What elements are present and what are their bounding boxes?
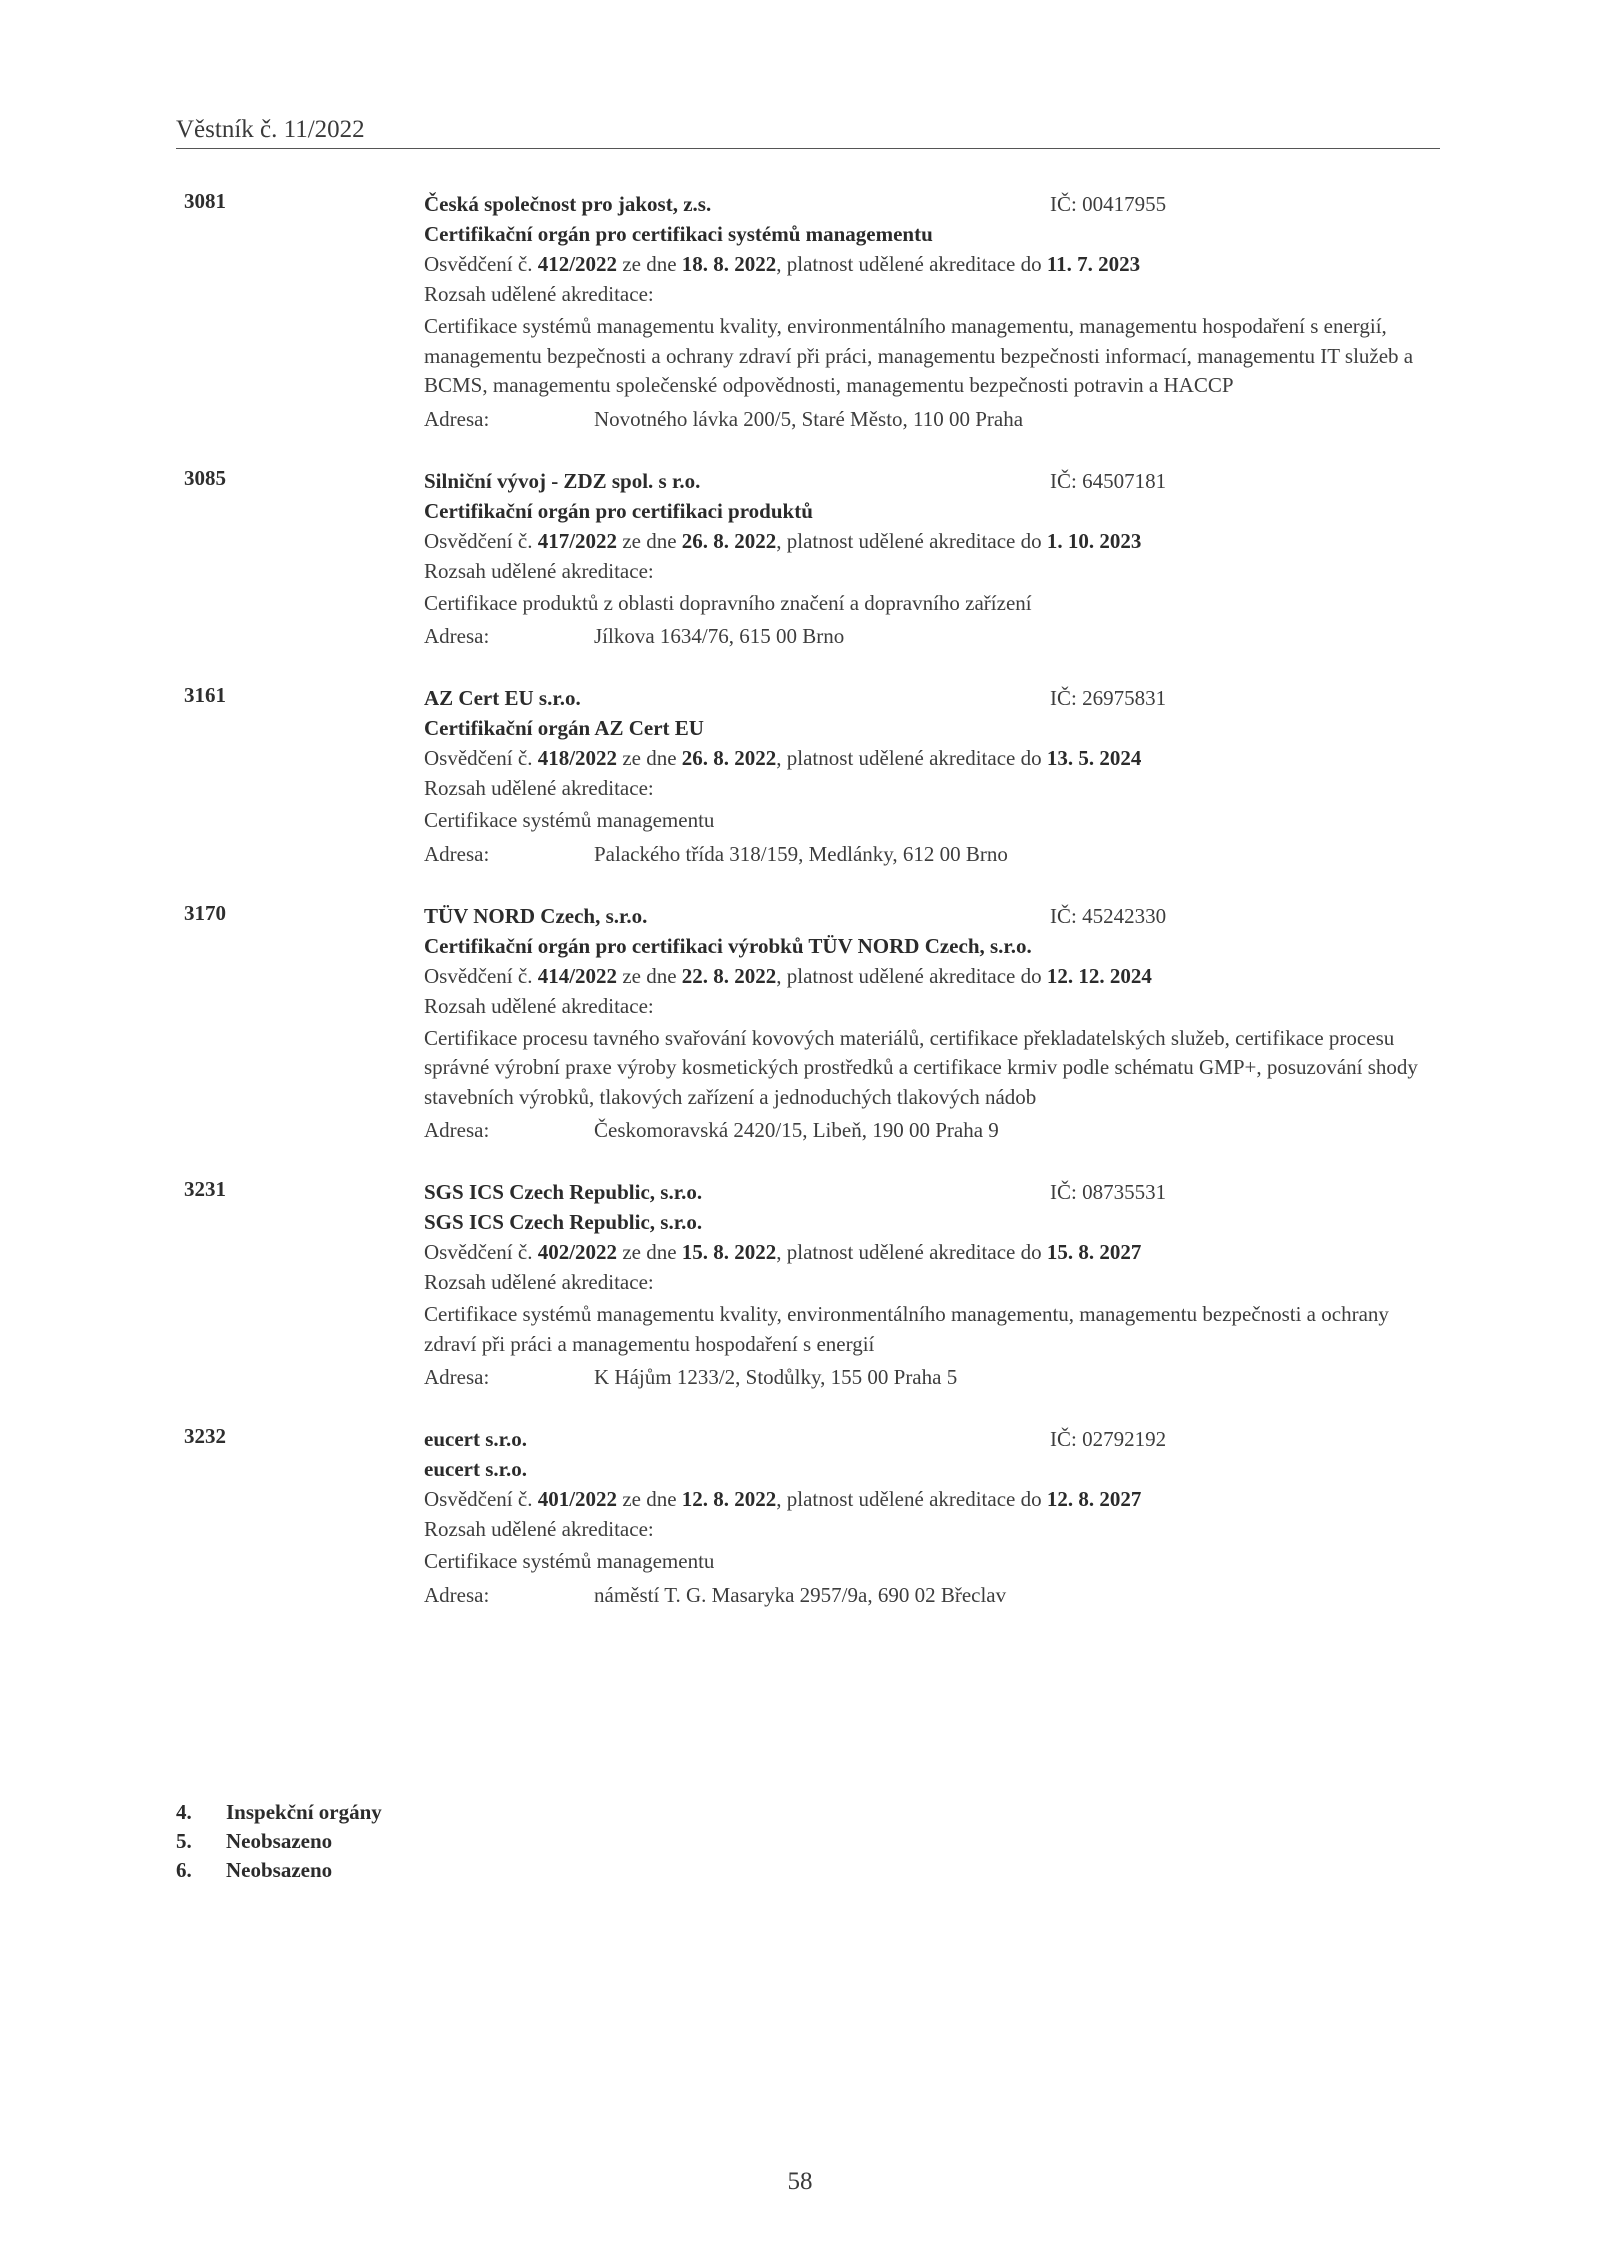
entry-3081 [176, 189, 1440, 434]
address-label: Adresa: [424, 1365, 490, 1389]
entry-body [424, 1424, 1434, 1610]
section-title: Inspekční orgány [226, 1800, 382, 1824]
entry-organ: SGS ICS Czech Republic, s.r.o. [424, 1210, 703, 1234]
entry-number: 3231 [184, 1177, 226, 1201]
address-label: Adresa: [424, 406, 490, 431]
entry-name: AZ Cert EU s.r.o. [424, 686, 581, 710]
entry-name: Silniční vývoj - ZDZ spol. s r.o. [424, 468, 701, 493]
entry-certificate: Osvědčení č. 412/2022 ze dne 18. 8. 2022, platnost udělené akreditace do 11. 7. 2023 [424, 252, 1141, 276]
entry-body [424, 683, 1434, 869]
entry-address-row [424, 621, 1434, 651]
entry-3085 [176, 466, 1440, 652]
entry-address: Palackého třída 318/159, Medlánky, 612 00 Brno [594, 841, 1008, 866]
section-number: 4. [176, 1800, 192, 1824]
entry-address: Novotného lávka 200/5, Staré Město, 110 00 Praha [594, 406, 1024, 431]
entry-name-row [424, 1177, 1434, 1207]
section-item [176, 1856, 382, 1885]
entry-scope-label: Rozsah udělené akreditace: [424, 1517, 654, 1541]
entry-address: náměstí T. G. Masaryka 2957/9a, 690 02 Břeclav [594, 1582, 1007, 1607]
section-item [176, 1798, 382, 1827]
entry-name-row [424, 466, 1434, 496]
entry-certificate: Osvědčení č. 401/2022 ze dne 12. 8. 2022, platnost udělené akreditace do 12. 8. 2027 [424, 1487, 1142, 1511]
entry-name-row [424, 1424, 1434, 1454]
entry-address-row [424, 404, 1434, 434]
entry-address: Českomoravská 2420/15, Libeň, 190 00 Praha 9 [594, 1118, 999, 1142]
entry-number: 3170 [184, 900, 226, 925]
section-number: 5. [176, 1829, 192, 1853]
entry-certificate: Osvědčení č. 414/2022 ze dne 22. 8. 2022, platnost udělené akreditace do 12. 12. 2024 [424, 963, 1152, 988]
entry-name: eucert s.r.o. [424, 1427, 528, 1451]
entry-body [424, 901, 1434, 1146]
entry-organ: Certifikační orgán pro certifikaci výrobků TÜV NORD Czech, s.r.o. [424, 933, 1032, 958]
entry-address-row [424, 1362, 1434, 1392]
accreditation-entries [176, 189, 1440, 1642]
address-label: Adresa: [424, 1582, 490, 1607]
entry-scope: Certifikace systémů managementu kvality, environmentálního managementu, managementu bezpečnosti a ochrany zdraví při práci a managementu hospodaření s energií [424, 1302, 1389, 1356]
entry-organ: Certifikační orgán pro certifikaci produktů [424, 498, 813, 523]
entry-number: 3161 [184, 683, 226, 707]
address-label: Adresa: [424, 841, 490, 866]
section-title: Neobsazeno [226, 1858, 333, 1882]
entry-name: SGS ICS Czech Republic, s.r.o. [424, 1180, 703, 1204]
entry-ico: IČ: 64507181 [1050, 468, 1167, 493]
entry-number: 3081 [184, 189, 226, 213]
entry-number: 3232 [184, 1424, 226, 1448]
entry-scope-label: Rozsah udělené akreditace: [424, 1270, 654, 1294]
entry-scope: Certifikace systémů managementu [424, 808, 715, 832]
entry-body [424, 1177, 1434, 1392]
entry-scope-label: Rozsah udělené akreditace: [424, 993, 654, 1018]
entry-name-row [424, 189, 1434, 219]
address-label: Adresa: [424, 1118, 490, 1142]
section-number: 6. [176, 1858, 192, 1882]
entry-organ: eucert s.r.o. [424, 1457, 528, 1481]
entry-scope-label: Rozsah udělené akreditace: [424, 282, 654, 306]
address-label: Adresa: [424, 624, 490, 648]
section-list [176, 1798, 382, 1885]
entry-address-row [424, 1580, 1434, 1610]
entry-ico: IČ: 00417955 [1050, 192, 1167, 216]
entry-number: 3085 [184, 465, 226, 490]
entry-3232 [176, 1424, 1440, 1610]
entry-scope: Certifikace procesu tavného svařování kovových materiálů, certifikace překladatelských služeb, certifikace procesu správné výrobní praxe výroby kosmetických prostředků a certifikace krmiv podle schématu GMP+, posuzování shody stavebních výrobků, tlakových zařízení a jednoduchých tlakových nádob [424, 1025, 1418, 1109]
entry-address-row [424, 839, 1434, 869]
entry-address: Jílkova 1634/76, 615 00 Brno [594, 624, 845, 648]
entry-body [424, 466, 1434, 652]
entry-3170 [176, 901, 1440, 1146]
entry-ico: IČ: 45242330 [1050, 903, 1167, 928]
entry-3231 [176, 1177, 1440, 1392]
entry-scope-label: Rozsah udělené akreditace: [424, 776, 654, 800]
entry-name: TÜV NORD Czech, s.r.o. [424, 903, 648, 928]
entry-organ: Certifikační orgán pro certifikaci systémů managementu [424, 222, 933, 246]
entry-certificate: Osvědčení č. 402/2022 ze dne 15. 8. 2022, platnost udělené akreditace do 15. 8. 2027 [424, 1240, 1142, 1264]
entry-scope: Certifikace systémů managementu [424, 1549, 715, 1573]
entry-name-row [424, 901, 1434, 931]
entry-name: Česká společnost pro jakost, z.s. [424, 192, 712, 216]
entry-3161 [176, 683, 1440, 869]
page-header [176, 112, 1440, 149]
entry-certificate: Osvědčení č. 418/2022 ze dne 26. 8. 2022, platnost udělené akreditace do 13. 5. 2024 [424, 746, 1142, 770]
entry-scope-label: Rozsah udělené akreditace: [424, 558, 654, 583]
entry-certificate: Osvědčení č. 417/2022 ze dne 26. 8. 2022, platnost udělené akreditace do 1. 10. 2023 [424, 528, 1142, 553]
entry-organ: Certifikační orgán AZ Cert EU [424, 716, 704, 740]
page-number: 58 [787, 2168, 813, 2195]
entry-name-row [424, 683, 1434, 713]
entry-scope: Certifikace systémů managementu kvality, environmentálního managementu, managementu hospodaření s energií, managementu bezpečnosti a ochrany zdraví při práci, managementu bezpečnosti informací, managementu IT služeb a BCMS, managementu společenské odpovědnosti, managementu bezpečnosti potravin a HACCP [424, 314, 1414, 397]
section-item [176, 1827, 382, 1856]
journal-title: Věstník č. 11/2022 [176, 116, 365, 143]
entry-address: K Hájům 1233/2, Stodůlky, 155 00 Praha 5 [594, 1365, 958, 1389]
entry-address-row [424, 1115, 1434, 1145]
entry-ico: IČ: 02792192 [1050, 1427, 1167, 1451]
entry-ico: IČ: 08735531 [1050, 1180, 1167, 1204]
entry-body [424, 189, 1434, 434]
entry-ico: IČ: 26975831 [1050, 686, 1167, 710]
entry-scope: Certifikace produktů z oblasti dopravního značení a dopravního zařízení [424, 590, 1032, 615]
section-title: Neobsazeno [226, 1829, 333, 1853]
